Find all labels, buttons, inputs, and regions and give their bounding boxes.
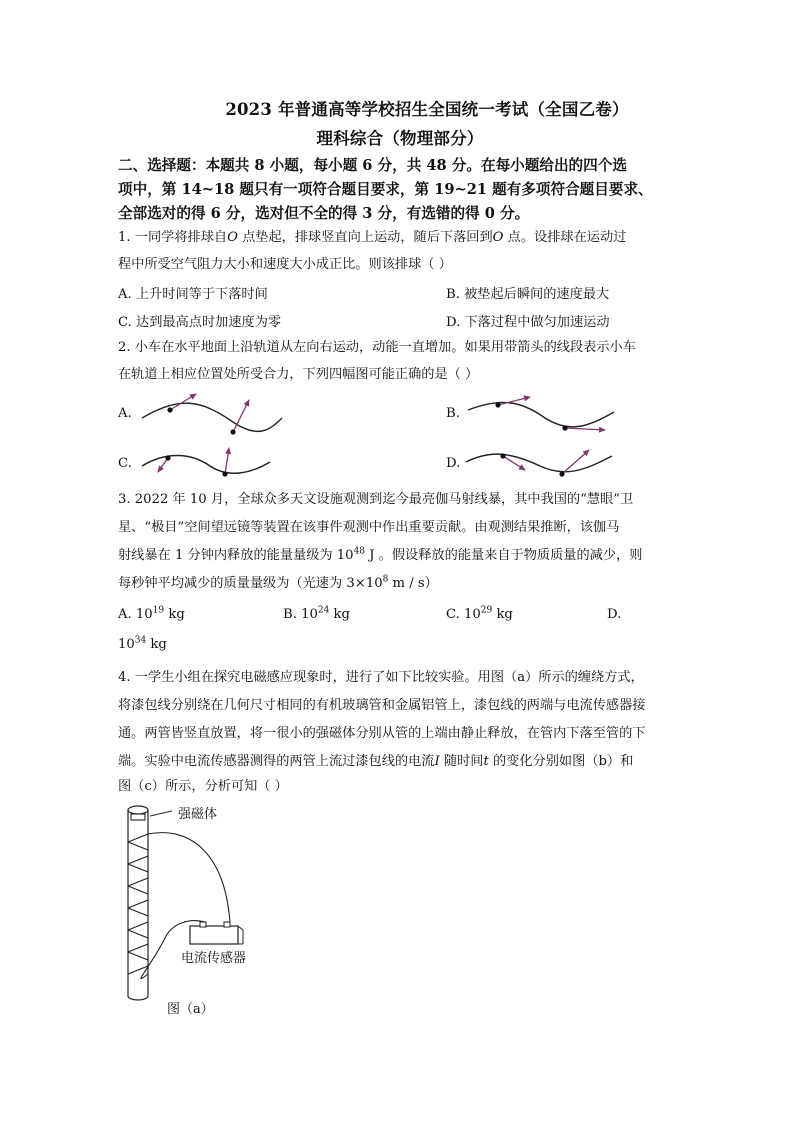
q4-figure-a	[110, 798, 290, 1023]
q2-diagram-a	[142, 394, 282, 435]
q4-stem-line2: 将漆包线分别绕在几何尺寸相同的有机玻璃管和金属铝管上，漆包线的两端与电流传感器接	[118, 698, 646, 713]
q3-stem-line2: 星、“极目”空间望远镜等装置在该事件观测中作出重要贡献。由观测结果推断，该伽马	[118, 520, 620, 535]
exam-title: 2023 年普通高等学校招生全国统一考试（全国乙卷）	[225, 100, 629, 119]
q2-stem-line2: 在轨道上相应位置处所受合力，下列四幅图可能正确的是（ ）	[118, 367, 479, 382]
q4-stem-line4: 端。实验中电流传感器测得的两管上流过漆包线的电流I 随时间t 的变化分别如图（b）和	[118, 754, 634, 769]
exam-subtitle: 理科综合（物理部分）	[316, 129, 484, 148]
q3-stem-line4: 每秒钟平均减少的质量量级为（光速为 $3\times 10^8$ m / s）	[118, 574, 438, 591]
q3-stem-line1: 3. 2022 年 10 月，全球众多天文设施观测到迄今最亮伽马射线暴，其中我国的“慧眼”卫	[118, 492, 634, 507]
q1-option-d: D. 下落过程中做匀加速运动	[446, 315, 610, 330]
q1-option-b: B. 被垫起后瞬间的速度最大	[446, 287, 610, 302]
section-line: 项中，第 14~18 题只有一项符合题目要求，第 19~21 题有多项符合题目要求、	[118, 181, 653, 198]
q2-option-a-label: A.	[118, 406, 132, 421]
q1-stem-line1: 1. 一同学将排球自O 点垫起，排球竖直向上运动，随后下落回到O 点。设排球在运动过	[118, 230, 627, 245]
q4-stem-line1: 4. 一学生小组在探究电磁感应现象时，进行了如下比较实验。用图（a）所示的缠绕方式，	[118, 670, 644, 685]
q3-option-d: D.	[607, 607, 622, 622]
q2-stem-line1: 2. 小车在水平地面上沿轨道从左向右运动，动能一直增加。如果用带箭头的线段表示小车	[118, 340, 636, 355]
section-line: 全部选对的得 6 分，选对但不全的得 3 分，有选错的得 0 分。	[118, 205, 530, 222]
q2-option-c-label: C.	[118, 456, 132, 471]
q3-option-b: B. $10^{24}$ kg	[283, 605, 350, 622]
q1-option-c: C. 达到最高点时加速度为零	[118, 315, 282, 330]
q2-diagram-b	[468, 397, 614, 431]
q1-option-a: A. 上升时间等于下落时间	[118, 287, 268, 302]
magnet-label: 强磁体	[178, 807, 218, 822]
q2-option-b-label: B.	[446, 406, 460, 421]
q3-stem-line3: 射线暴在 1 分钟内释放的能量量级为 $10^{48}$ J 。假设释放的能量来自于物质质量的减少，则	[118, 546, 643, 563]
q2-option-d-label: D.	[446, 456, 461, 471]
figure-a-caption: 图（a）	[167, 1002, 214, 1017]
q4-stem-line3: 通。两管皆竖直放置，将一很小的强磁体分别从管的上端由静止释放，在管内下落至管的下	[118, 726, 646, 741]
q3-option-d-value: $10^{34}$ kg	[118, 635, 167, 652]
q2-diagram-d	[466, 450, 612, 477]
q3-option-c: C. $10^{29}$ kg	[446, 605, 513, 622]
q2-track-diagrams	[0, 0, 794, 500]
sensor-label: 电流传感器	[181, 951, 247, 966]
q1-stem-line2: 程中所受空气阻力大小和速度大小成正比。则该排球（ ）	[118, 257, 452, 272]
q3-option-a: A. $10^{19}$ kg	[118, 605, 185, 622]
section-line: 二、选择题：本题共 8 小题，每小题 6 分，共 48 分。在每小题给出的四个选	[118, 157, 627, 174]
q4-stem-line5: 图（c）所示，分析可知（ ）	[118, 779, 288, 794]
q2-diagram-c	[142, 448, 270, 477]
